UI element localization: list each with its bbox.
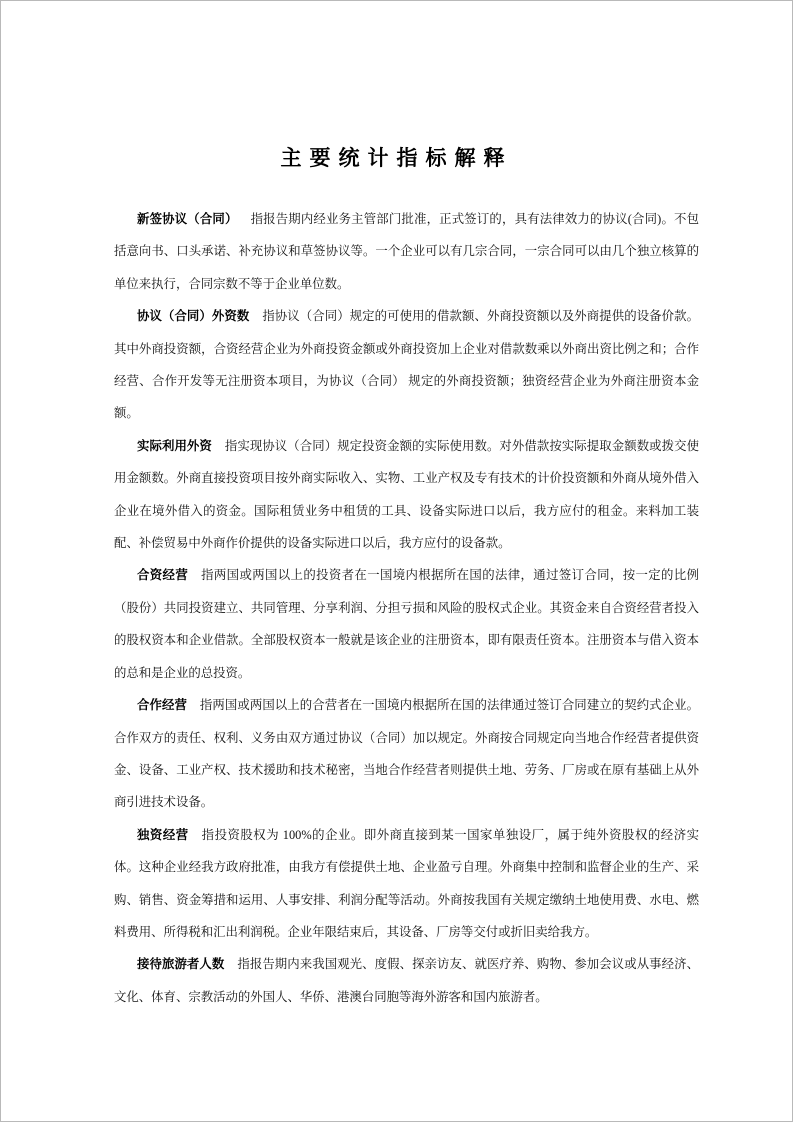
definition-paragraph <box>114 430 699 560</box>
document-body <box>114 203 699 1013</box>
term-label: 接待旅游者人数 <box>137 957 225 972</box>
term-label: 独资经营 <box>137 827 189 842</box>
term-definition: 指实现协议（合同）规定投资金额的实际使用数。对外借款按实际提取金额数或拨交使用金额数。外商直接投资项目按外商实际收入、实物、工业产权及专有技术的计价投资额和外商从境外借入企业在境外借入的资金。国际租赁业务中租赁的工具、设备实际进口以后，我方应付的租金。来料加工装配、补偿贸易中外商作价提供的设备实际进口以后，我方应付的设备款。 <box>114 438 700 551</box>
term-definition: 指报告期内来我国观光、度假、探亲访友、就医疗养、购物、参加会议或从事经济、文化、体育、宗教活动的外国人、华侨、港澳台同胞等海外游客和国内旅游者。 <box>114 957 700 1004</box>
term-label: 合资经营 <box>137 568 189 583</box>
term-definition: 指协议（合同）规定的可使用的借款额、外商投资额以及外商提供的设备价款。其中外商投资额，合资经营企业为外商投资金额或外商投资加上企业对借款数乘以外商出资比例之和；合作经营、合作开发等无注册资本项目，为协议（合同） 规定的外商投资额；独资经营企业为外商注册资本金额。 <box>114 309 700 421</box>
term-label: 合作经营 <box>137 698 187 713</box>
term-definition: 指两国或两国以上的投资者在一国境内根据所在国的法律，通过签订合同，按一定的比例（股份）共同投资建立、共同管理、分享利润、分担亏损和风险的股权式企业。其资金来自合资经营者投入的股权资本和企业借款。全部股权资本一般就是该企业的注册资本，即有限责任资本。注册资本与借入资本的总和是企业的总投资。 <box>114 568 700 680</box>
term-label: 新签协议（合同） <box>137 212 238 226</box>
page-title: 主要统计指标解释 <box>280 147 513 170</box>
definition-paragraph <box>114 203 699 300</box>
term-definition: 指两国或两国以上的合营者在一国境内根据所在国的法律通过签订合同建立的契约式企业。合作双方的责任、权利、义务由双方通过协议（合同）加以规定。外商按合同规定向当地合作经营者提供资金、设备、工业产权、技术援助和技术秘密，当地合作经营者则提供土地、劳务、厂房或在原有基础上从外商引进技术设备。 <box>114 698 700 810</box>
term-definition: 指报告期内经业务主管部门批准，正式签订的，具有法律效力的协议(合同)。不包括意向书、口头承诺、补充协议和草签协议等。一个企业可以有几宗合同，一宗合同可以由几个独立核算的单位来执行，合同宗数不等于企业单位数。 <box>114 212 699 291</box>
term-label: 实际利用外资 <box>137 438 212 453</box>
definition-paragraph <box>114 559 699 689</box>
term-definition: 指投资股权为 100%的企业。即外商直接到某一国家单独设厂，属于纯外资股权的经济实体。这种企业经我方政府批准，由我方有偿提供土地、企业盈亏自理。外商集中控制和监督企业的生产、采购、销售、资金筹措和运用、人事安排、利润分配等活动。外商按我国有关规定缴纳土地使用费、水电、燃料费用、所得税和汇出利润税。企业年限结束后，其设备、厂房等交付或折旧卖给我方。 <box>114 827 699 939</box>
definition-paragraph <box>114 948 699 1013</box>
definition-paragraph <box>114 300 699 430</box>
term-label: 协议（合同）外资数 <box>137 309 250 324</box>
definition-paragraph <box>114 819 699 949</box>
definition-paragraph <box>114 689 699 819</box>
